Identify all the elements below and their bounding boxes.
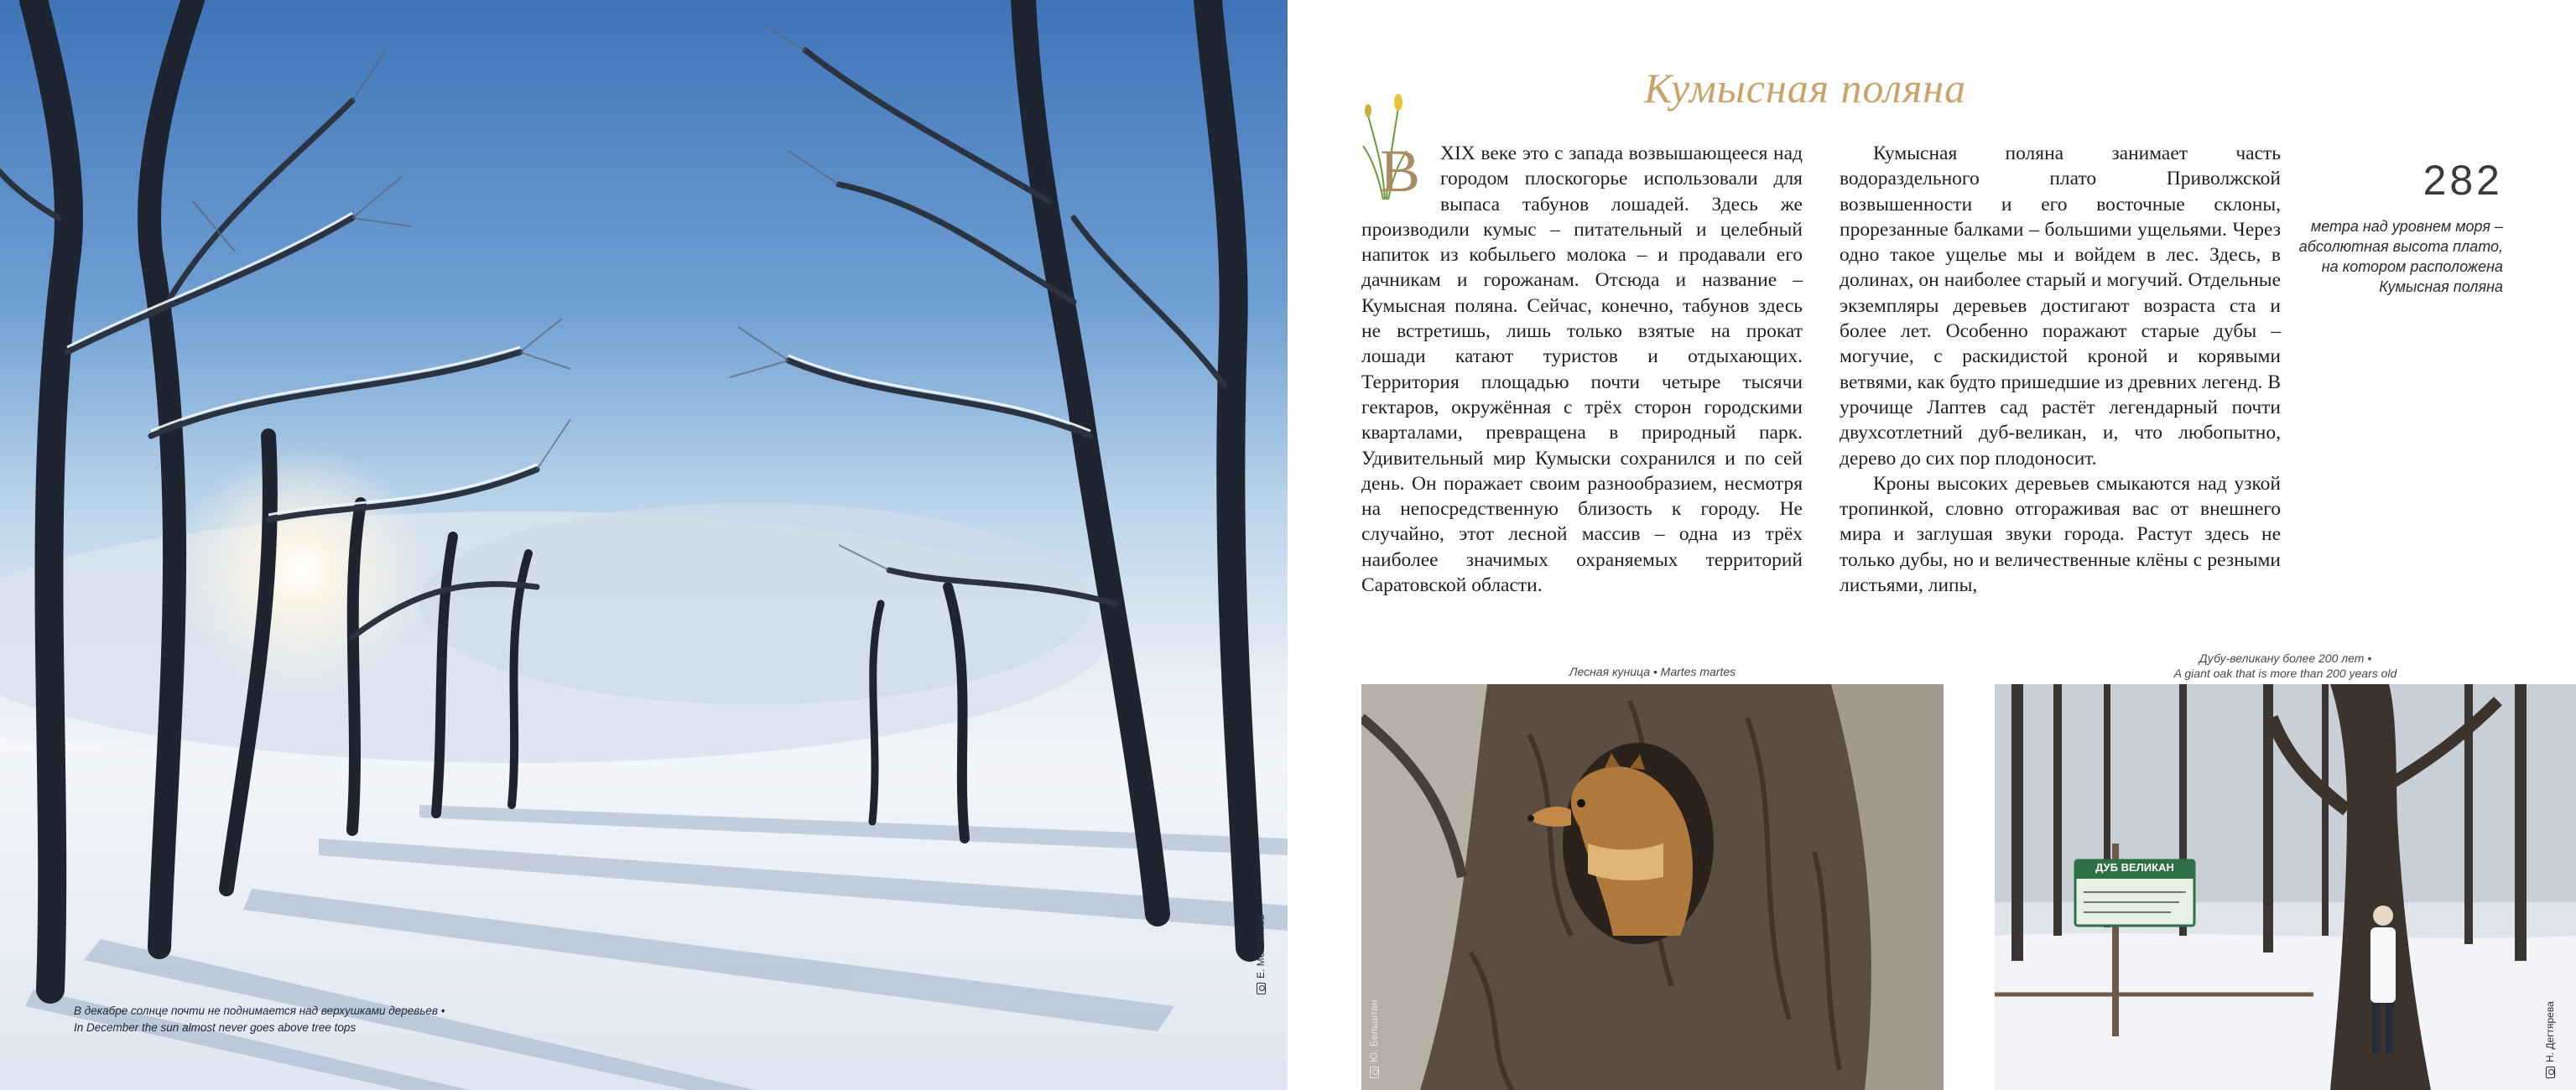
caption-ru: В декабре солнце почти не поднимается над верхушками деревьев •: [74, 1004, 445, 1017]
photo-credit-left: [1255, 915, 1267, 994]
paragraph-2: Кумысная поляна занимает часть водораздельного плато Приволжской возвышенности и его восточные склоны, прорезанные балками – большими ущельями. Через одно такое ущелье мы и войдем в лес. Здесь, в долинах, он наиболее старый и могучий. Отдельные экземпляры деревьев достигают возраста ста и более лет. Особенно поражают старые дубы – могучие, с раскидистой кроной и корявыми ветвями, как будто пришедшие из древних легенд. В урочище Лаптев сад растёт легендарный почти двухсотлетний дуб-великан, и, что любопытно, дерево до сих пор плодоносит.: [1840, 143, 2281, 470]
oak-caption-en: A giant oak that is more than 200 years old: [2173, 667, 2397, 680]
marten-photo: [1361, 684, 1944, 1090]
caption-en: In December the sun almost never goes above tree tops: [74, 1021, 356, 1034]
drop-cap: [1361, 138, 1434, 205]
drop-cap-letter: В: [1380, 138, 1421, 205]
paragraph-3: Кроны высоких деревьев смыкаются над узкой тропинкой, словно отгораживая вас от внешнего мира и заглушая звуки города. Растут здесь не только дубы, но и величественные клёны с резными листьями, липы,: [1840, 472, 2281, 597]
photo-credit-text: Н. Дегтярева: [2544, 1001, 2556, 1062]
oak-photo-caption: [1995, 651, 2576, 681]
left-photo-caption: [74, 1003, 460, 1036]
oak-caption-ru: Дубу-великану более 200 лет •: [2199, 651, 2372, 665]
camera-icon: [1370, 1067, 1379, 1078]
photo-credit-text: Е. Мельников: [1255, 914, 1267, 978]
page-title: Кумысная поляна: [1644, 65, 1967, 112]
text-column-2: [1840, 141, 2281, 598]
camera-icon: [1257, 983, 1266, 994]
paragraph-1-text: XIX веке это с запада возвышающееся над городом плоскогорье использовали для выпаса табунов лошадей. Здесь же производили кумыс – питательный и целебный напиток из кобыльего молока – и продавали его дачникам и горожанам. Отсюда и название – Кумысная поляна. Сейчас, конечно, табунов здесь не встретишь, лишь только взятые на прокат лошади катают туристов и отдыхающих. Территория площадью почти четыре тысячи гектаров, окружённая с трёх сторон городскими кварталами, превращена в природный парк. Удивительный мир Кумыски сохранился и по сей день. Он поражает своим разнообразием, несмотря на непосредственную близость к городу. Не случайно, этот лесной массив – одна из трёх наиболее значимых охраняемых территорий Саратовской области.: [1361, 143, 1803, 597]
photo-credit-oak: [2544, 1001, 2556, 1078]
fact-number: 282: [2422, 157, 2503, 204]
paragraph-1: [1361, 138, 1803, 598]
marten-illustration: [1361, 684, 1944, 1090]
giant-oak-photo: [1995, 684, 2576, 1090]
camera-icon: [2546, 1067, 2555, 1078]
photo-credit-text: Ю. Бельштан: [1368, 999, 1380, 1062]
fact-text: метра над уровнем моря – абсолютная высота плато, на котором расположена Кумысная поляна: [2298, 218, 2503, 295]
photo-credit-marten: [1368, 1000, 1380, 1078]
oak-illustration: [1995, 684, 2576, 1090]
oak-sign-title: ДУБ ВЕЛИКАН: [2095, 861, 2174, 874]
marten-photo-caption: Лесная куница • Martes martes: [1569, 665, 1736, 678]
text-column-1: [1361, 138, 1803, 598]
